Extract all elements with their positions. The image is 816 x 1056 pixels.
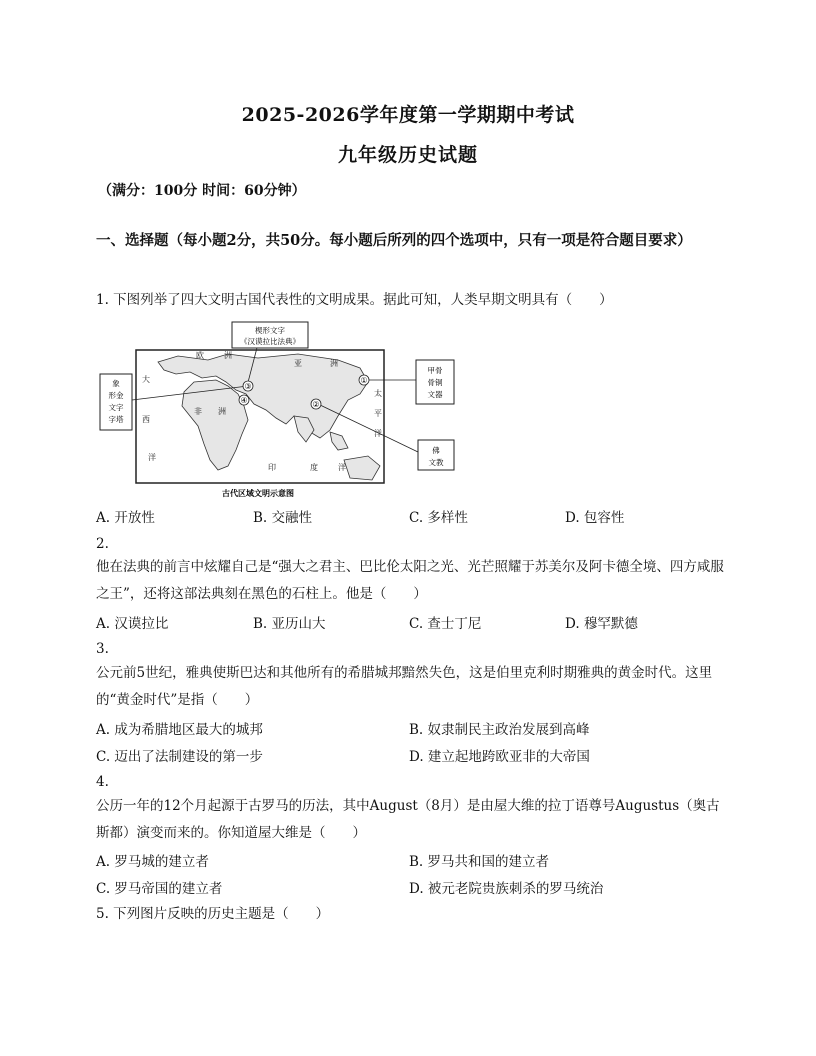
- question-4-stem: 公历一年的12个月起源于古罗马的历法，其中August（8月）是由屋大维的拉丁语尊号Augustus（奥古斯都）演变而来的。你知道屋大维是（ ）: [96, 798, 720, 841]
- question-2-stem: 他在法典的前言中炫耀自己是“强大之君主、巴比伦太阳之光、光芒照耀于苏美尔及阿卡德全境、四方咸服之王”，还将这部法典刻在黑色的石柱上。他是（ ）: [96, 559, 724, 602]
- question-1-stem: 1. 下图列举了四大文明古国代表性的文明成果。据此可知，人类早期文明具有（ ）: [96, 292, 613, 308]
- marker-2: ②: [312, 400, 320, 409]
- box-top-line1: 楔形文字: [255, 326, 285, 335]
- question-3-options-row1: [96, 718, 726, 742]
- q1-option-a[interactable]: A. 开放性: [96, 510, 155, 526]
- question-4-options-row1: [96, 850, 726, 874]
- label-ping: 平: [374, 409, 382, 418]
- question-3-number: 3.: [96, 641, 109, 657]
- map-caption: 古代区域文明示意图: [222, 489, 294, 498]
- q2-option-b[interactable]: B. 亚历山大: [253, 616, 326, 632]
- question-5-stem: 5. 下列图片反映的历史主题是（ ）: [96, 906, 330, 922]
- label-ya: 亚: [294, 359, 302, 368]
- marker-4: ④: [240, 396, 248, 405]
- exam-meta: （满分：100分 时间：60分钟）: [98, 183, 306, 199]
- ancient-civilization-map: [98, 320, 466, 500]
- q3-option-d[interactable]: D. 建立起地跨欧亚非的大帝国: [409, 749, 590, 765]
- box-left-line4: 字塔: [108, 415, 124, 424]
- exam-title: 2025-2026学年度第一学期期中考试: [241, 104, 575, 126]
- label-tai: 太: [374, 389, 382, 398]
- question-3-options-row2: [96, 745, 726, 769]
- q3-option-b[interactable]: B. 奴隶制民主政治发展到高峰: [409, 722, 590, 738]
- marker-3: ③: [244, 382, 252, 391]
- map-svg: [98, 320, 466, 500]
- label-yin: 印: [268, 463, 276, 472]
- label-zhou2: 洲: [330, 359, 338, 368]
- marker-1: ①: [360, 376, 368, 385]
- q1-option-c[interactable]: C. 多样性: [409, 510, 468, 526]
- q1-option-b[interactable]: B. 交融性: [253, 510, 313, 526]
- box-right-top-line3: 文器: [427, 390, 443, 399]
- q4-option-b[interactable]: B. 罗马共和国的建立者: [409, 854, 550, 870]
- label-da: 大: [142, 375, 150, 384]
- q4-option-d[interactable]: D. 被元老院贵族刺杀的罗马统治: [409, 881, 604, 897]
- q4-option-c[interactable]: C. 罗马帝国的建立者: [96, 881, 223, 897]
- label-fei: 非: [194, 407, 202, 416]
- box-right-top-line2: 骨铜: [427, 378, 443, 387]
- question-4-number: 4.: [96, 774, 109, 790]
- exam-subtitle: 九年级历史试题: [337, 144, 478, 166]
- box-right-bottom-line2: 文教: [428, 458, 444, 467]
- question-3-stem: 公元前5世纪，雅典使斯巴达和其他所有的希腊城邦黯然失色，这是伯里克利时期雅典的黄金时代。这里的“黄金时代”是指（ ）: [96, 665, 713, 708]
- box-right-bottom-line1: 佛: [432, 446, 440, 455]
- question-4-options-row2: [96, 877, 726, 901]
- label-yang1: 洋: [148, 453, 156, 462]
- question-2-options: [96, 612, 726, 636]
- q1-option-d[interactable]: D. 包容性: [565, 510, 625, 526]
- box-left-line1: 象: [112, 379, 120, 388]
- q2-option-a[interactable]: A. 汉谟拉比: [96, 616, 169, 632]
- label-xi: 西: [142, 415, 150, 424]
- label-yang2: 洋: [338, 463, 346, 472]
- label-ou: 欧: [196, 351, 204, 360]
- label-du: 度: [310, 463, 318, 472]
- q3-option-a[interactable]: A. 成为希腊地区最大的城邦: [96, 722, 263, 738]
- label-zhou1: 洲: [224, 351, 232, 360]
- question-1-options: [96, 506, 726, 530]
- box-top-line2: 《汉谟拉比法典》: [240, 337, 300, 346]
- q4-option-a[interactable]: A. 罗马城的建立者: [96, 854, 209, 870]
- q2-option-d[interactable]: D. 穆罕默德: [565, 616, 638, 632]
- section-heading: 一、选择题（每小题2分，共50分。每小题后所列的四个选项中，只有一项是符合题目要求）: [96, 232, 692, 249]
- question-2-number: 2.: [96, 536, 109, 552]
- box-left-line2: 形金: [108, 391, 124, 400]
- box-left-line3: 文字: [108, 403, 124, 412]
- q3-option-c[interactable]: C. 迈出了法制建设的第一步: [96, 749, 263, 765]
- box-right-top-line1: 甲骨: [427, 366, 443, 375]
- q2-option-c[interactable]: C. 查士丁尼: [409, 616, 482, 632]
- label-yang3: 洋: [374, 429, 382, 438]
- label-zhou3: 洲: [218, 407, 226, 416]
